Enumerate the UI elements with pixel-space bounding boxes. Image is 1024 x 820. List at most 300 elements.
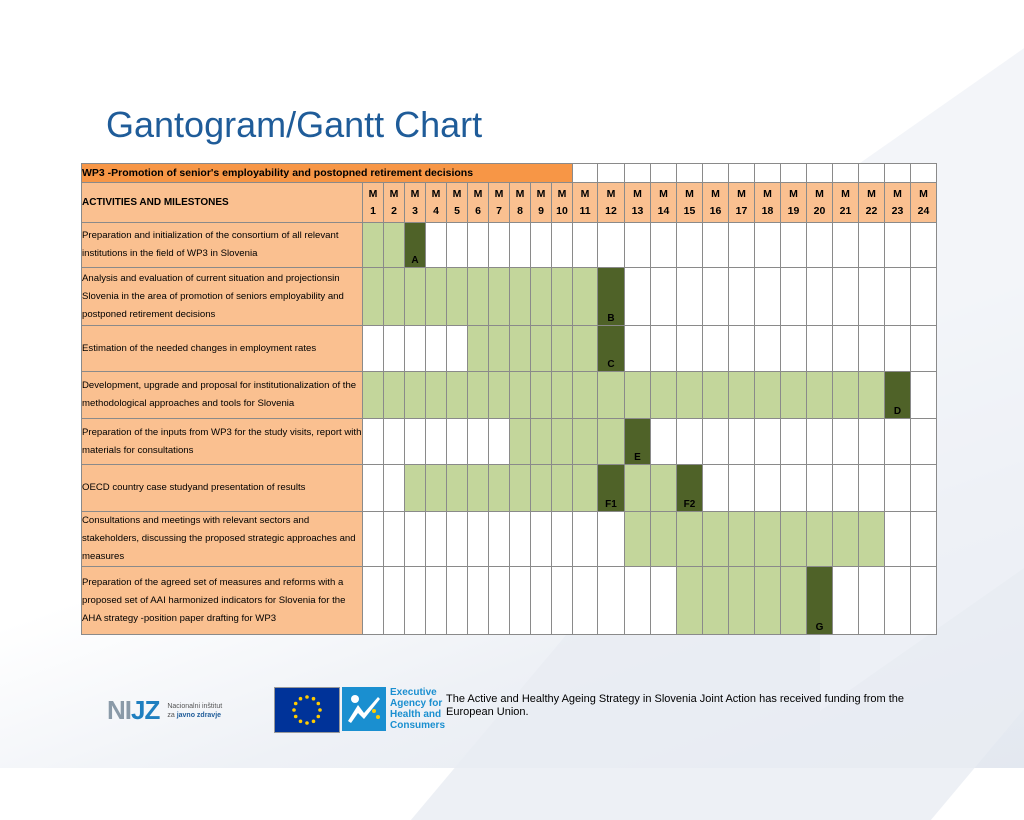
- month-number: 19: [787, 204, 800, 217]
- eu-star-icon: [312, 720, 316, 724]
- empty-cell: [781, 268, 807, 326]
- empty-cell: [651, 268, 677, 326]
- active-period-cell: [363, 268, 384, 326]
- active-period-cell: [531, 465, 552, 512]
- slide-title: Gantogram/Gantt Chart: [106, 104, 483, 145]
- month-header-19: [781, 183, 807, 223]
- nijz-logo-block: [107, 695, 222, 726]
- month-prefix: M: [515, 187, 525, 200]
- month-prefix: M: [867, 187, 876, 200]
- empty-cell: [426, 419, 447, 465]
- empty-cell: [447, 419, 468, 465]
- active-period-cell: [489, 372, 510, 419]
- month-header-2: [384, 183, 405, 223]
- empty-cell: [677, 419, 703, 465]
- month-number: 6: [475, 204, 481, 217]
- agency-logo-icon: [342, 687, 386, 731]
- empty-cell: [447, 512, 468, 567]
- activity-label: Development, upgrade and proposal for institutionalization of the methodological approaches and tools for Slovenia: [82, 372, 363, 419]
- milestone-label: C: [607, 359, 615, 370]
- active-period-cell: [755, 372, 781, 419]
- milestone-label: F1: [605, 499, 617, 510]
- month-prefix: M: [452, 187, 462, 200]
- empty-cell: [426, 223, 447, 268]
- eu-flag-icon: [274, 687, 340, 733]
- empty-header-cell: [781, 164, 807, 183]
- active-period-cell: [703, 372, 729, 419]
- empty-cell: [625, 223, 651, 268]
- active-period-cell: [833, 372, 859, 419]
- month-prefix: M: [580, 187, 590, 200]
- empty-cell: [426, 326, 447, 372]
- nijz-logo: NIJZ: [107, 695, 160, 725]
- month-header-21: [833, 183, 859, 223]
- empty-cell: [625, 567, 651, 635]
- empty-cell: [363, 465, 384, 512]
- empty-header-cell: [651, 164, 677, 183]
- empty-cell: [552, 512, 573, 567]
- month-number: 7: [496, 204, 502, 217]
- active-period-cell: [405, 372, 426, 419]
- month-number: 8: [517, 204, 523, 217]
- empty-cell: [703, 268, 729, 326]
- empty-cell: [729, 465, 755, 512]
- empty-cell: [677, 268, 703, 326]
- active-period-cell: [510, 326, 531, 372]
- month-header-24: [911, 183, 937, 223]
- empty-cell: [755, 465, 781, 512]
- empty-cell: [447, 326, 468, 372]
- empty-cell: [598, 567, 625, 635]
- month-number: 16: [709, 204, 722, 217]
- empty-cell: [911, 465, 937, 512]
- month-number: 22: [865, 204, 878, 217]
- active-period-cell: [598, 419, 625, 465]
- milestone-label: A: [411, 255, 419, 266]
- month-number: 2: [391, 204, 397, 217]
- month-number: 12: [605, 204, 617, 217]
- active-period-cell: [426, 268, 447, 326]
- active-period-cell: [781, 372, 807, 419]
- empty-cell: [426, 567, 447, 635]
- month-prefix: M: [410, 187, 420, 200]
- active-period-cell: [468, 372, 489, 419]
- eu-star-icon: [292, 708, 296, 712]
- empty-cell: [405, 567, 426, 635]
- active-period-cell: [468, 326, 489, 372]
- active-period-cell: [363, 223, 384, 268]
- active-period-cell: [447, 372, 468, 419]
- month-prefix: M: [389, 187, 399, 200]
- empty-cell: [911, 567, 937, 635]
- activity-label: Consultations and meetings with relevant sectors and stakeholders, discussing the proposed strategic approaches and measures: [82, 512, 363, 567]
- empty-cell: [573, 223, 598, 268]
- empty-cell: [447, 567, 468, 635]
- empty-cell: [859, 268, 885, 326]
- empty-cell: [489, 223, 510, 268]
- active-period-cell: [703, 512, 729, 567]
- month-prefix: M: [789, 187, 798, 200]
- month-header-6: [468, 183, 489, 223]
- milestone-label: F2: [683, 499, 696, 510]
- empty-cell: [405, 326, 426, 372]
- active-period-cell: [510, 419, 531, 465]
- empty-cell: [651, 419, 677, 465]
- eu-star-icon: [312, 697, 316, 701]
- active-period-cell: [405, 465, 426, 512]
- empty-cell: [651, 223, 677, 268]
- active-period-cell: [833, 512, 859, 567]
- month-header-10: [552, 183, 573, 223]
- empty-cell: [405, 512, 426, 567]
- active-period-cell: [677, 512, 703, 567]
- active-period-cell: [552, 419, 573, 465]
- month-prefix: M: [431, 187, 441, 200]
- empty-cell: [885, 223, 911, 268]
- active-period-cell: [426, 465, 447, 512]
- milestone-label: G: [815, 622, 824, 633]
- empty-cell: [384, 567, 405, 635]
- active-period-cell: [447, 268, 468, 326]
- empty-cell: [703, 419, 729, 465]
- empty-cell: [426, 512, 447, 567]
- empty-cell: [625, 268, 651, 326]
- empty-header-cell: [859, 164, 885, 183]
- milestone-cell: [677, 465, 703, 512]
- empty-cell: [598, 512, 625, 567]
- month-number: 4: [433, 204, 439, 217]
- empty-cell: [363, 419, 384, 465]
- empty-cell: [468, 512, 489, 567]
- month-header-12: [598, 183, 625, 223]
- wp-title: WP3 -Promotion of senior's employability and postopned retirement decisions: [82, 164, 573, 183]
- month-number: 17: [735, 204, 748, 217]
- active-period-cell: [781, 567, 807, 635]
- eu-star-icon: [305, 721, 309, 725]
- empty-cell: [531, 567, 552, 635]
- active-period-cell: [468, 268, 489, 326]
- activity-row: [82, 372, 937, 419]
- empty-header-cell: [729, 164, 755, 183]
- empty-cell: [859, 419, 885, 465]
- milestone-cell: [598, 465, 625, 512]
- active-period-cell: [651, 512, 677, 567]
- month-prefix: M: [633, 187, 642, 200]
- month-header-22: [859, 183, 885, 223]
- milestone-cell: [405, 223, 426, 268]
- empty-cell: [703, 223, 729, 268]
- active-period-cell: [531, 419, 552, 465]
- month-prefix: M: [659, 187, 668, 200]
- active-period-cell: [468, 465, 489, 512]
- eu-star-icon: [318, 708, 322, 712]
- month-prefix: M: [368, 187, 378, 200]
- empty-cell: [703, 465, 729, 512]
- activity-row: [82, 465, 937, 512]
- active-period-cell: [384, 223, 405, 268]
- empty-cell: [363, 567, 384, 635]
- month-number: 24: [917, 204, 930, 217]
- empty-header-cell: [703, 164, 729, 183]
- empty-cell: [729, 326, 755, 372]
- active-period-cell: [447, 465, 468, 512]
- empty-cell: [807, 465, 833, 512]
- active-period-cell: [489, 326, 510, 372]
- active-period-cell: [729, 512, 755, 567]
- eu-star-icon: [317, 702, 321, 706]
- empty-header-cell: [598, 164, 625, 183]
- active-period-cell: [552, 465, 573, 512]
- active-period-cell: [510, 268, 531, 326]
- month-prefix: M: [815, 187, 824, 200]
- empty-cell: [885, 326, 911, 372]
- month-number: 14: [657, 204, 670, 217]
- empty-cell: [807, 326, 833, 372]
- active-period-cell: [489, 268, 510, 326]
- active-period-cell: [651, 465, 677, 512]
- empty-cell: [833, 465, 859, 512]
- month-number: 5: [454, 204, 460, 217]
- empty-cell: [729, 419, 755, 465]
- empty-cell: [885, 268, 911, 326]
- month-number: 23: [891, 204, 904, 217]
- gantt-table: [81, 163, 937, 635]
- month-header-8: [510, 183, 531, 223]
- empty-cell: [833, 567, 859, 635]
- empty-cell: [911, 268, 937, 326]
- empty-cell: [807, 419, 833, 465]
- empty-cell: [911, 326, 937, 372]
- eu-star-icon: [294, 702, 298, 706]
- active-period-cell: [510, 465, 531, 512]
- activity-label: Estimation of the needed changes in employment rates: [82, 326, 363, 372]
- empty-cell: [885, 419, 911, 465]
- empty-cell: [807, 268, 833, 326]
- month-header-7: [489, 183, 510, 223]
- empty-cell: [807, 223, 833, 268]
- active-period-cell: [531, 372, 552, 419]
- agency-name: Executive Agency for Health and Consumers: [390, 687, 446, 731]
- empty-header-cell: [911, 164, 937, 183]
- month-prefix: M: [737, 187, 746, 200]
- month-number: 15: [683, 204, 696, 217]
- active-period-cell: [859, 512, 885, 567]
- eu-star-icon: [299, 720, 303, 724]
- empty-cell: [489, 512, 510, 567]
- month-header-5: [447, 183, 468, 223]
- month-number: 13: [631, 204, 644, 217]
- active-period-cell: [625, 465, 651, 512]
- milestone-cell: [625, 419, 651, 465]
- empty-cell: [885, 512, 911, 567]
- active-period-cell: [729, 372, 755, 419]
- active-period-cell: [859, 372, 885, 419]
- month-header-20: [807, 183, 833, 223]
- empty-cell: [384, 419, 405, 465]
- activity-row: [82, 512, 937, 567]
- active-period-cell: [405, 268, 426, 326]
- empty-cell: [510, 223, 531, 268]
- milestone-label: B: [607, 313, 615, 324]
- active-period-cell: [625, 512, 651, 567]
- milestone-cell: [807, 567, 833, 635]
- month-prefix: M: [494, 187, 504, 200]
- eu-star-icon: [305, 695, 309, 699]
- empty-cell: [531, 223, 552, 268]
- month-prefix: M: [711, 187, 720, 200]
- month-prefix: M: [919, 187, 928, 200]
- milestone-label: E: [634, 452, 641, 463]
- empty-cell: [859, 567, 885, 635]
- milestone-label: D: [893, 406, 902, 417]
- activity-label: Preparation of the agreed set of measures and reforms with a proposed set of AAI harmonized indicators for Slovenia for the AHA strategy -position paper drafting for WP3: [82, 567, 363, 635]
- month-prefix: M: [473, 187, 483, 200]
- month-prefix: M: [841, 187, 850, 200]
- activity-row: [82, 419, 937, 465]
- activity-label: OECD country case studyand presentation of results: [82, 465, 363, 512]
- active-period-cell: [677, 567, 703, 635]
- activity-row: [82, 223, 937, 268]
- eu-star-icon: [294, 715, 298, 719]
- active-period-cell: [807, 512, 833, 567]
- month-prefix: M: [557, 187, 567, 200]
- empty-cell: [885, 465, 911, 512]
- empty-cell: [625, 326, 651, 372]
- month-number: 3: [412, 204, 418, 217]
- agency-logo-block: [342, 687, 444, 731]
- funding-statement: The Active and Healthy Ageing Strategy in Slovenia Joint Action has received funding from the European Union.: [446, 693, 904, 718]
- empty-cell: [405, 419, 426, 465]
- empty-cell: [911, 223, 937, 268]
- empty-cell: [598, 223, 625, 268]
- empty-cell: [677, 326, 703, 372]
- empty-cell: [363, 512, 384, 567]
- empty-cell: [384, 326, 405, 372]
- active-period-cell: [363, 372, 384, 419]
- month-number: 18: [761, 204, 774, 217]
- active-period-cell: [677, 372, 703, 419]
- eu-star-icon: [317, 715, 321, 719]
- empty-cell: [755, 326, 781, 372]
- active-period-cell: [755, 512, 781, 567]
- month-number: 21: [839, 204, 852, 217]
- empty-cell: [651, 567, 677, 635]
- milestone-cell: [598, 326, 625, 372]
- active-period-cell: [384, 268, 405, 326]
- empty-cell: [755, 223, 781, 268]
- active-period-cell: [552, 326, 573, 372]
- active-period-cell: [510, 372, 531, 419]
- month-prefix: M: [606, 187, 616, 200]
- empty-cell: [447, 223, 468, 268]
- month-prefix: M: [763, 187, 772, 200]
- activity-row: [82, 268, 937, 326]
- empty-header-cell: [885, 164, 911, 183]
- nijz-name: Nacionalni inštitut za javno zdravje: [167, 702, 223, 719]
- active-period-cell: [598, 372, 625, 419]
- month-header-18: [755, 183, 781, 223]
- empty-cell: [384, 512, 405, 567]
- month-prefix: M: [685, 187, 694, 200]
- active-period-cell: [729, 567, 755, 635]
- month-header-15: [677, 183, 703, 223]
- month-prefix: M: [893, 187, 902, 200]
- empty-cell: [755, 419, 781, 465]
- empty-cell: [755, 268, 781, 326]
- empty-cell: [781, 223, 807, 268]
- active-period-cell: [703, 567, 729, 635]
- active-period-cell: [573, 326, 598, 372]
- empty-cell: [651, 326, 677, 372]
- empty-header-cell: [677, 164, 703, 183]
- empty-cell: [384, 465, 405, 512]
- empty-cell: [781, 326, 807, 372]
- active-period-cell: [573, 419, 598, 465]
- milestone-cell: [598, 268, 625, 326]
- empty-cell: [911, 372, 937, 419]
- activity-label: Analysis and evaluation of current situation and projectionsin Slovenia in the area of promotion of seniors employability and postponed retirement decisions: [82, 268, 363, 326]
- empty-cell: [911, 512, 937, 567]
- empty-cell: [833, 268, 859, 326]
- empty-cell: [885, 567, 911, 635]
- empty-cell: [859, 223, 885, 268]
- month-header-4: [426, 183, 447, 223]
- active-period-cell: [807, 372, 833, 419]
- active-period-cell: [552, 372, 573, 419]
- empty-cell: [468, 223, 489, 268]
- empty-cell: [781, 419, 807, 465]
- activity-label: Preparation and initialization of the consortium of all relevant institutions in the field of WP3 in Slovenia: [82, 223, 363, 268]
- milestone-cell: [885, 372, 911, 419]
- month-header-3: [405, 183, 426, 223]
- month-number: 9: [538, 204, 544, 217]
- empty-cell: [781, 465, 807, 512]
- eu-star-icon: [299, 697, 303, 701]
- activity-row: [82, 567, 937, 635]
- active-period-cell: [781, 512, 807, 567]
- month-header-1: [363, 183, 384, 223]
- activities-header: ACTIVITIES AND MILESTONES: [82, 183, 363, 223]
- month-prefix: M: [536, 187, 546, 200]
- active-period-cell: [552, 268, 573, 326]
- empty-cell: [729, 268, 755, 326]
- empty-cell: [859, 465, 885, 512]
- empty-cell: [833, 419, 859, 465]
- month-header-16: [703, 183, 729, 223]
- empty-header-cell: [573, 164, 598, 183]
- active-period-cell: [531, 268, 552, 326]
- month-header-14: [651, 183, 677, 223]
- activity-row: [82, 326, 937, 372]
- empty-header-cell: [833, 164, 859, 183]
- active-period-cell: [573, 372, 598, 419]
- empty-cell: [703, 326, 729, 372]
- empty-cell: [489, 567, 510, 635]
- active-period-cell: [573, 465, 598, 512]
- empty-cell: [510, 567, 531, 635]
- empty-cell: [677, 223, 703, 268]
- empty-cell: [468, 419, 489, 465]
- active-period-cell: [426, 372, 447, 419]
- month-number: 1: [370, 204, 376, 217]
- empty-header-cell: [807, 164, 833, 183]
- active-period-cell: [489, 465, 510, 512]
- empty-cell: [552, 567, 573, 635]
- header-row: [82, 183, 937, 223]
- active-period-cell: [651, 372, 677, 419]
- empty-cell: [859, 326, 885, 372]
- empty-cell: [573, 512, 598, 567]
